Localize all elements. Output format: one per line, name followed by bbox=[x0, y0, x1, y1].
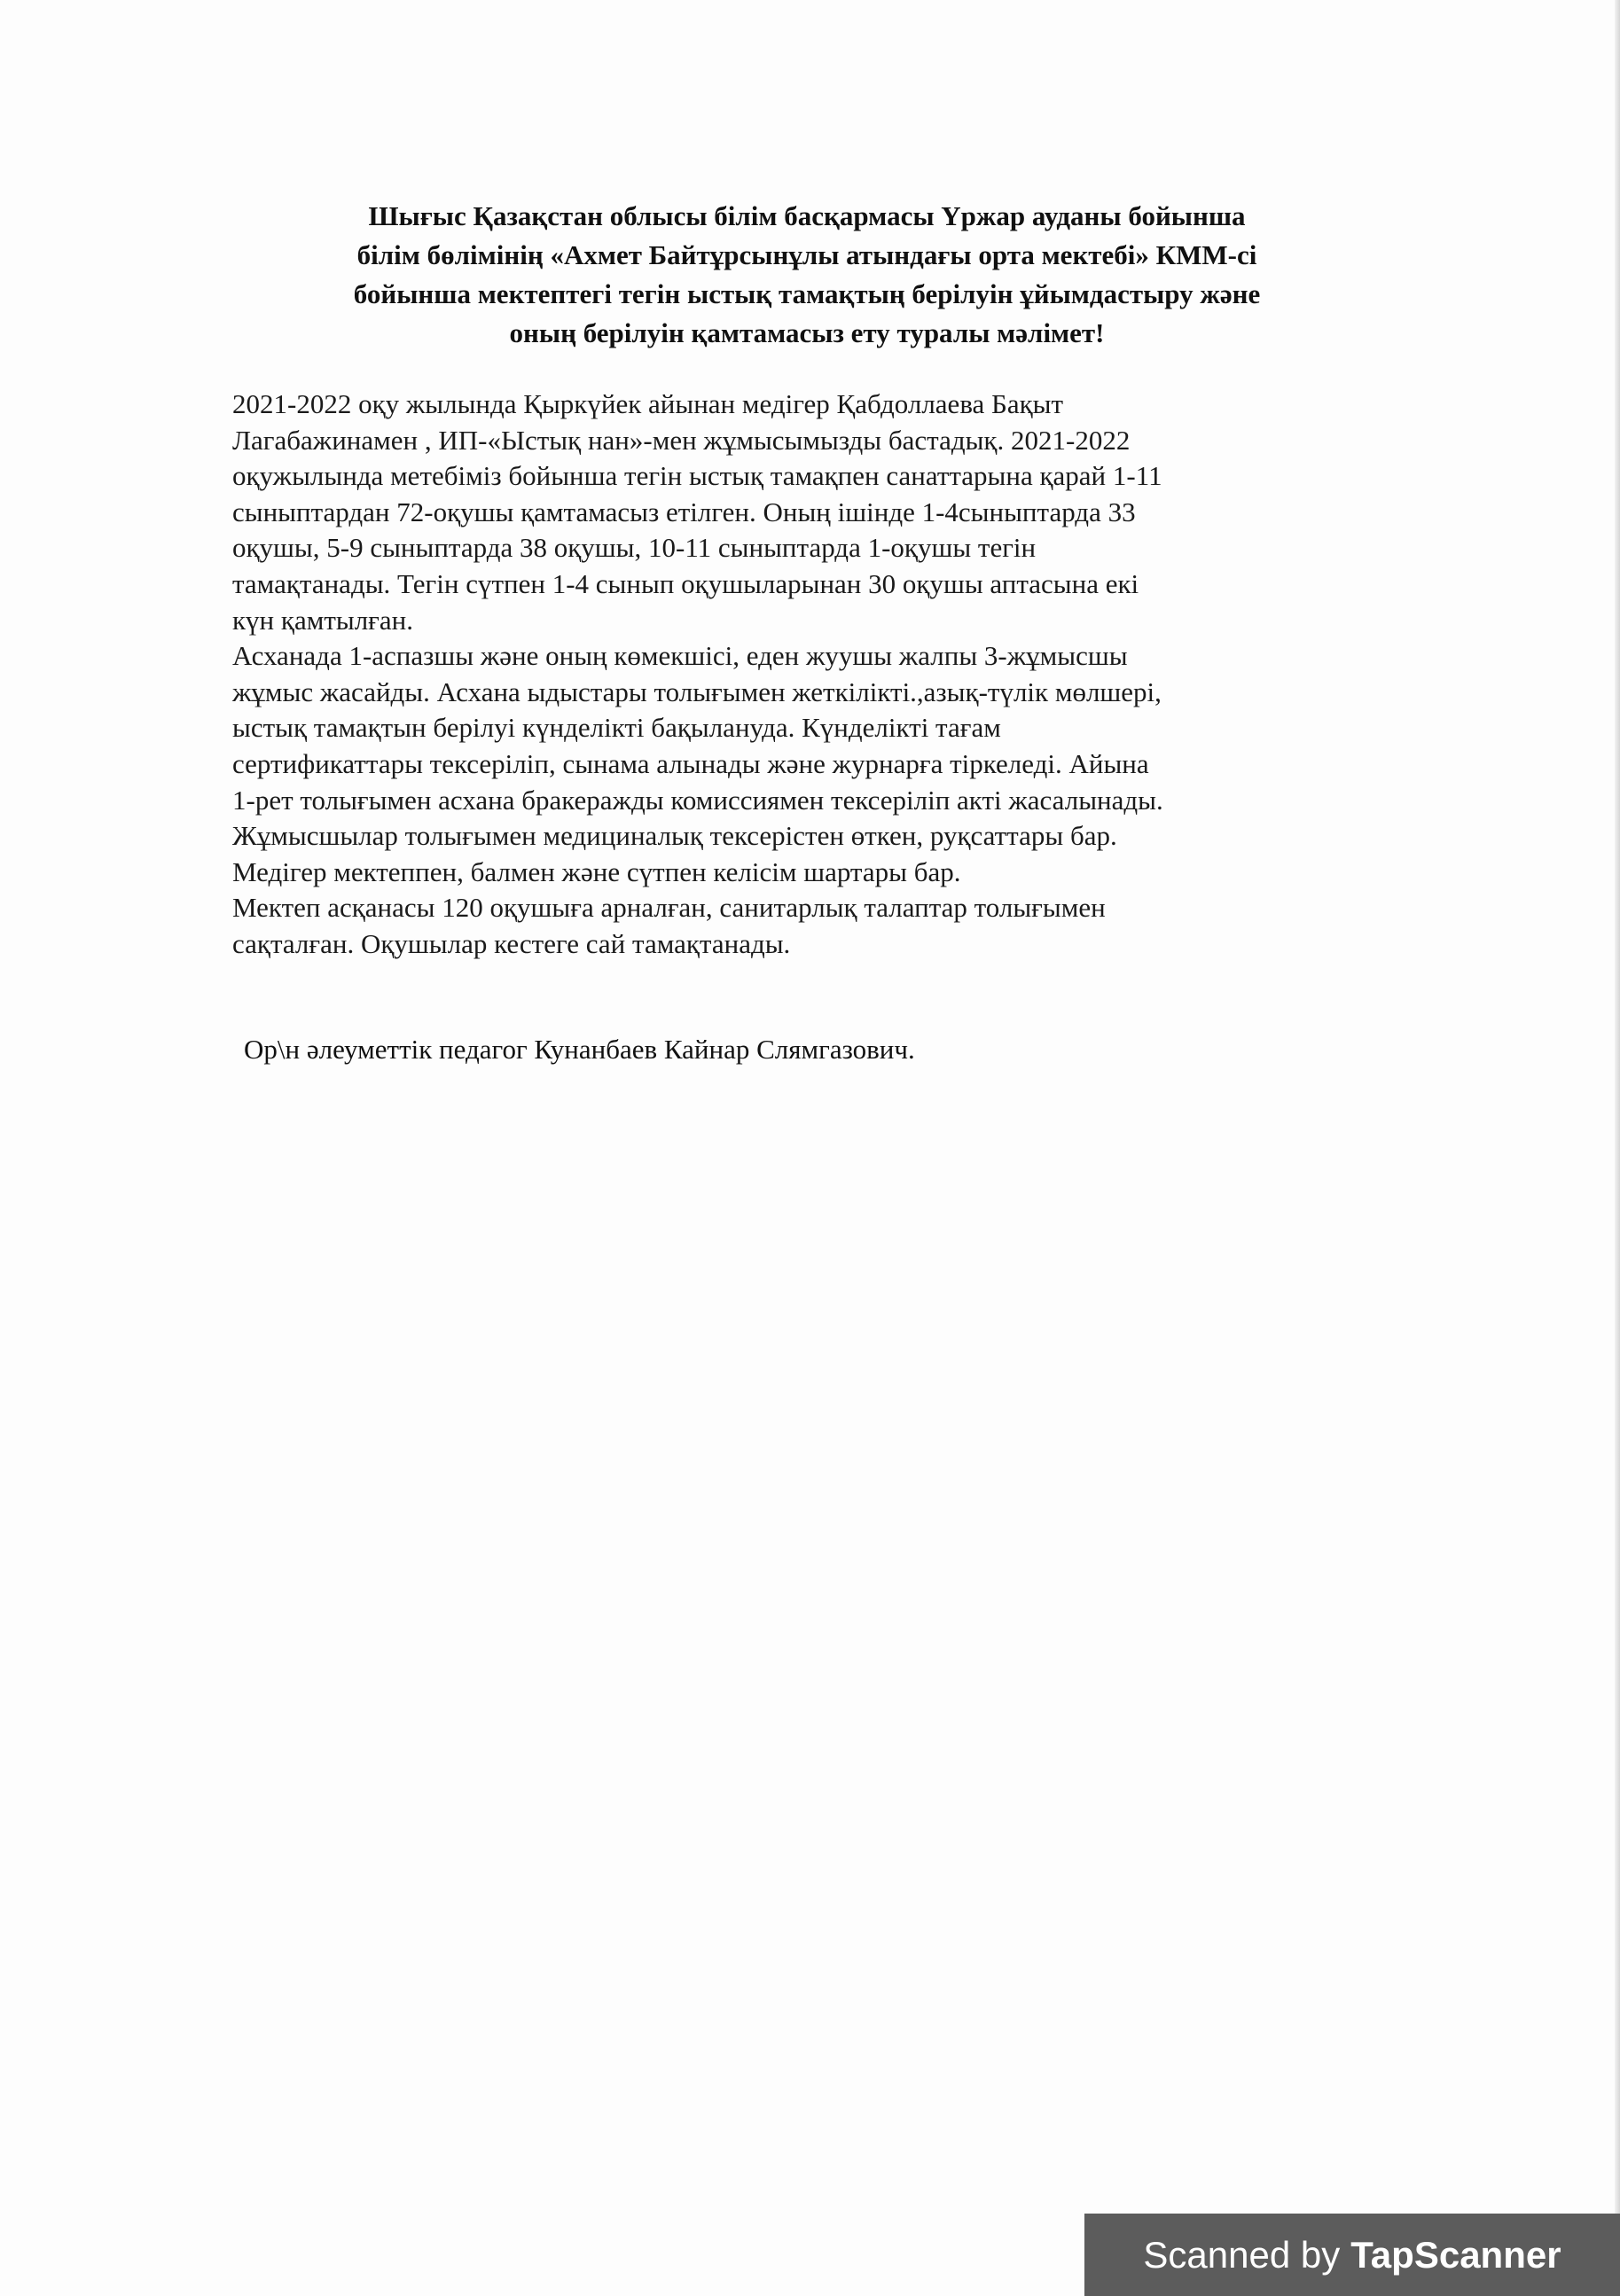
body-line: оқужылында метебіміз бойынша тегін ыстық тамақпен санаттарына қарай 1-11 bbox=[232, 460, 1162, 492]
body-line: сақталған. Оқушылар кестеге сай тамақтанады. bbox=[232, 927, 791, 959]
body-line: Асханада 1-аспазшы және оның көмекшісі, еден жуушы жалпы 3-жұмысшы bbox=[232, 640, 1128, 672]
title-line: оның берілуін қамтамасыз ету туралы мәлімет! bbox=[509, 317, 1105, 348]
body-line: сыныптардан 72-оқушы қамтамасыз етілген. Оның ішінде 1-4сыныптарда 33 bbox=[232, 496, 1136, 527]
body-line: тамақтанады. Тегін сүтпен 1-4 сынып оқушыларынан 30 оқушы аптасына екі bbox=[232, 567, 1139, 599]
signature-line: Ор\н әлеуметтік педагог Кунанбаев Кайнар Слямгазович. bbox=[244, 1034, 915, 1065]
body-line: оқушы, 5-9 сыныптарда 38 оқушы, 10-11 сыныптарда 1-оқушы тегін bbox=[232, 532, 1037, 564]
scanner-watermark bbox=[1084, 2214, 1620, 2296]
document-body bbox=[232, 387, 1385, 963]
title-line: білім бөлімінің «Ахмет Байтұрсынұлы атындағы орта мектебі» КММ-сі bbox=[356, 239, 1257, 270]
watermark-prefix: Scanned by bbox=[1143, 2233, 1341, 2276]
body-line: күн қамтылған. bbox=[232, 604, 413, 636]
body-line: жұмыс жасайды. Асхана ыдыстары толығымен жеткілікті.,азық-түлік мөлшері, bbox=[232, 676, 1162, 707]
body-line: Жұмысшылар толығымен медициналық тексерістен өткен, руқсаттары бар. bbox=[232, 820, 1117, 852]
page-edge-shadow bbox=[1615, 0, 1620, 2296]
document-title bbox=[204, 197, 1410, 353]
body-line: ыстық тамақтын берілуі күнделікті бақылануда. Күнделікті тағам bbox=[232, 712, 1001, 744]
body-line: 1-рет толығымен асхана бракеражды комиссиямен тексеріліп акті жасалынады. bbox=[232, 784, 1163, 816]
body-line: Мектеп асқанасы 120 оқушыға арналған, санитарлық талаптар толығымен bbox=[232, 892, 1106, 924]
title-line: бойынша мектептегі тегін ыстық тамақтың берілуін ұйымдастыру және bbox=[353, 278, 1261, 309]
title-line: Шығыс Қазақстан облысы білім басқармасы Үржар ауданы бойынша bbox=[368, 200, 1246, 231]
body-line: Медігер мектеппен, балмен және сүтпен келісім шартары бар. bbox=[232, 855, 961, 887]
body-line: сертификаттары тексеріліп, сынама алынады және журнарға тіркеледі. Айына bbox=[232, 747, 1149, 779]
body-line: Лагабажинамен , ИП-«Ыстық нан»-мен жұмысымызды бастадық. 2021-2022 bbox=[232, 424, 1131, 456]
watermark-brand: TapScanner bbox=[1350, 2233, 1561, 2276]
body-line: 2021-2022 оқу жылында Қыркүйек айынан медігер Қабдоллаева Бақыт bbox=[232, 388, 1064, 419]
